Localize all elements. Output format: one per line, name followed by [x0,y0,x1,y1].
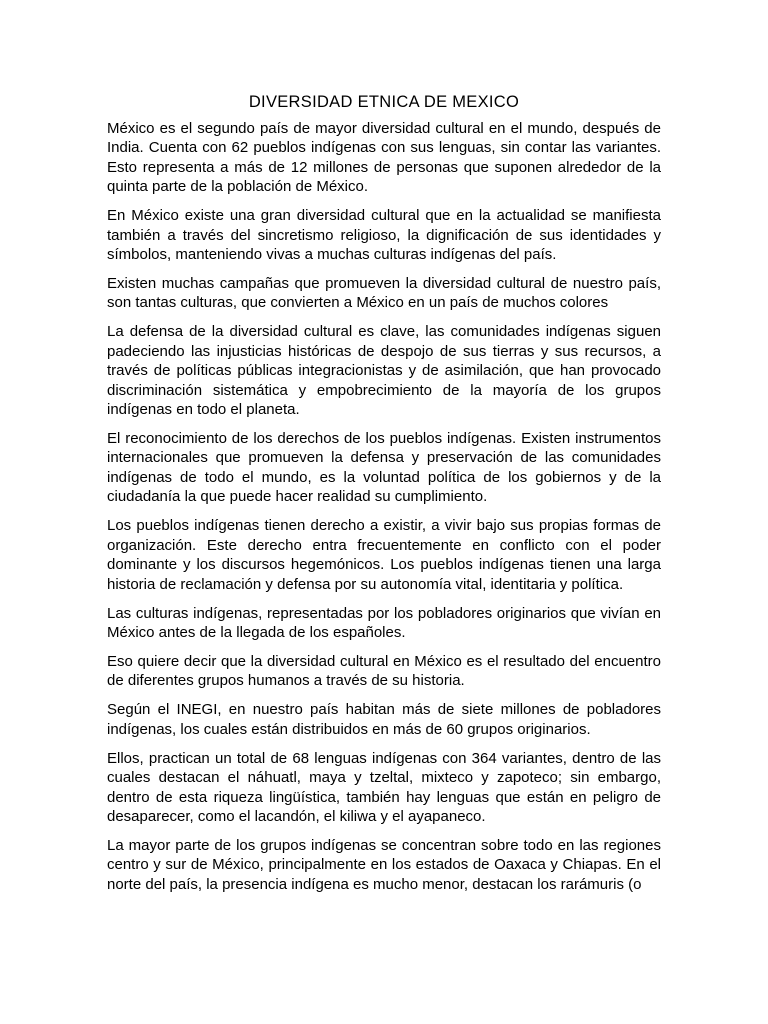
document-body [107,92,661,904]
paragraph-rights-recognition: El reconocimiento de los derechos de los pueblos indígenas. Existen instrumentos internacionales que promueven la defensa y preservación de las comunidades indígenas de todo el mundo, es la voluntad política de los gobiernos y de la ciudadanía la que puede hacer realidad su cumplimiento. [107,430,661,506]
paragraph-religious-syncretism: En México existe una gran diversidad cultural que en la actualidad se manifiesta también a través del sincretismo religioso, la dignificación de sus identidades y símbolos, manteniendo vivas a muchas culturas indígenas del país. [107,207,661,264]
paragraph-campaigns: Existen muchas campañas que promueven la diversidad cultural de nuestro país, son tantas culturas, que convierten a México en un país de muchos colores [107,275,661,312]
paragraph-diversity-rank: México es el segundo país de mayor diversidad cultural en el mundo, después de India. Cuenta con 62 pueblos indígenas con sus lenguas, sin contar las variantes. Esto representa a más de 12 millones de personas que suponen alrededor de la quinta parte de la población de México. [107,120,661,196]
paragraph-inegi-population: Según el INEGI, en nuestro país habitan más de siete millones de pobladores indígenas, los cuales están distribuidos en más de 60 grupos originarios. [107,701,661,738]
paragraph-right-to-exist: Los pueblos indígenas tienen derecho a existir, a vivir bajo sus propias formas de organización. Este derecho entra frecuentemente en conflicto con el poder dominante y los discursos hegemónicos. Los pueblos indígenas tienen una larga historia de reclamación y defensa por su autonomía vital, identitaria y política. [107,517,661,593]
paragraph-indigenous-cultures: Las culturas indígenas, representadas por los pobladores originarios que vivían en México antes de la llegada de los españoles. [107,604,661,641]
paragraph-cultural-defense: La defensa de la diversidad cultural es clave, las comunidades indígenas siguen padeciendo las injusticias históricas de despojo de sus tierras y sus recursos, a través de políticas públicas integracionistas y de asimilación, que han provocado discriminación sistemática y empobrecimiento de la mayoría de los grupos indígenas en todo el planeta. [107,323,661,419]
document-title: DIVERSIDAD ETNICA DE MEXICO [248,93,520,111]
paragraph-regional-distribution: La mayor parte de los grupos indígenas se concentran sobre todo en las regiones centro y sur de México, principalmente en los estados de Oaxaca y Chiapas. En el norte del país, la presencia indígena es mucho menor, destacan los rarámuris (o [107,836,661,893]
paragraph-cultural-encounter: Eso quiere decir que la diversidad cultural en México es el resultado del encuentro de diferentes grupos humanos a través de su historia. [107,652,661,690]
paragraph-indigenous-languages: Ellos, practican un total de 68 lenguas indígenas con 364 variantes, dentro de las cuales destacan el náhuatl, maya y tzeltal, mixteco y zapoteco; sin embargo, dentro de esta riqueza lingüística, también hay lenguas que están en peligro de desaparecer, como el lacandón, el kiliwa y el ayapaneco. [107,749,661,825]
